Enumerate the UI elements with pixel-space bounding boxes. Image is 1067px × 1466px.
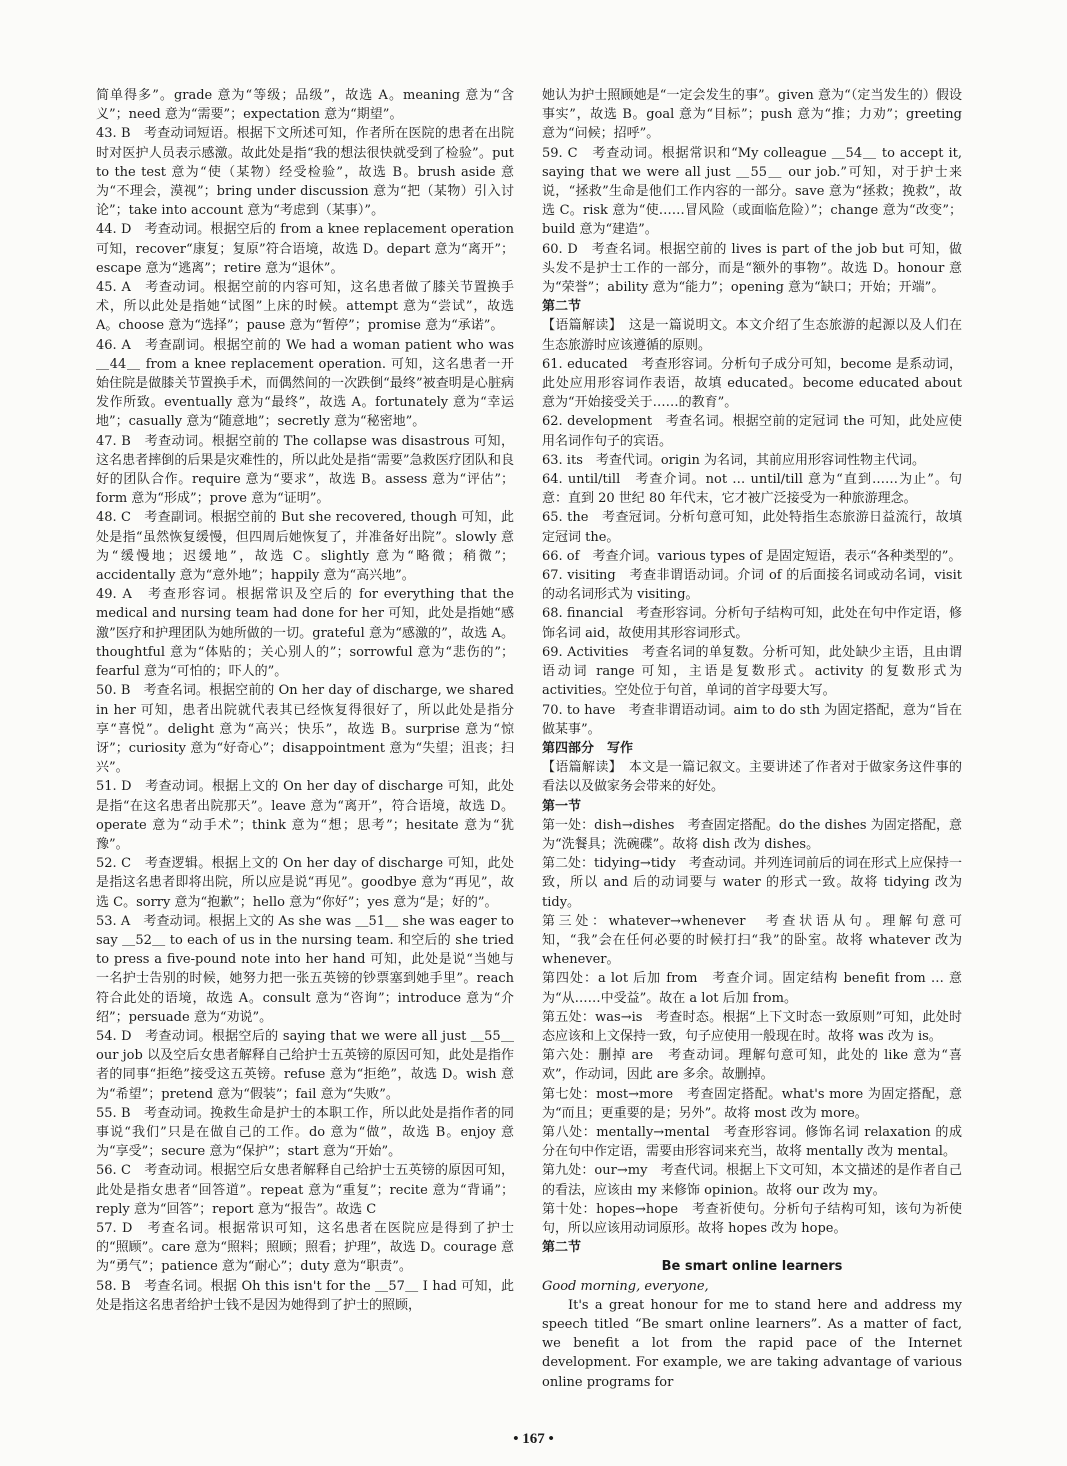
right-column-paragraph: 61. educated 考查形容词。分析句子成分可知，become 是系动词，此处应用形容词作表语，故填 educated。become educated about 意为“开始接受关于……的教育”。 bbox=[542, 356, 967, 411]
right-column-paragraph: 66. of 考查介词。various types of 是固定短语，表示“各种类型的”。 bbox=[542, 548, 962, 564]
right-column-paragraph: 第五处：was→is 考查时态。根据“上下文时态一致原则”可知，此处时态应该和上文保持一致，句子应使用一般现在时。故将 was 改为 is。 bbox=[542, 1009, 962, 1044]
right-column-paragraph: 62. development 考查名词。根据空前的定冠词 the 可知，此处应使用名词作句子的宾语。 bbox=[542, 414, 962, 449]
right-column-paragraph: 69. Activities 考查名词的单复数。分析可知，此处缺少主语，且由谓语动词 range 可知，主语是复数形式。activity 的复数形式为 activities。空处位于句首，单词的首字母要大写。 bbox=[542, 644, 967, 699]
left-column-paragraph: 44. D 考查动词。根据空后的 from a knee replacement operation 可知，recover“康复；复原”符合语境，故选 D。depart 意为“离开”；escape 意为“逃离”；retire 意为“退休”。 bbox=[96, 222, 519, 276]
right-column-paragraph: 59. C 考查动词。根据常识和“My colleague ＿54＿ to accept it, saying that we were all just ＿55＿ our job.”可知，对于护士来说，“拯救”生命是他们工作内容的一部分。save 意为“拯救；挽救”，故选 C。risk 意为“使……冒风险（或面临危险）”；change 意为“改变”；build 意为“建造”。 bbox=[542, 145, 967, 238]
left-column-paragraph: 52. C 考查逻辑。根据上文的 On her day of discharge 可知，此处是指这名患者即将出院，所以应是说“再见”。goodbye 意为“再见”，故选 C。sorry 意为“抱歉”；hello 意为“你好”；yes 意为“是；好的”。 bbox=[96, 856, 514, 910]
right-column-paragraph: 70. to have 考查非谓语动词。aim to do sth 为固定搭配，意为“旨在做某事”。 bbox=[542, 702, 962, 737]
left-column-paragraph: 48. C 考查副词。根据空前的 But she recovered, though 可知，此处是指“虽然恢复缓慢，但四周后她恢复了，并准备好出院”。slowly 意为“缓慢地；迟缓地”，故选 C。slightly 意为“略微；稍微”；accidentally 意为“意外地”；happily 意为“高兴地”。 bbox=[96, 510, 514, 584]
right-column-paragraph: 第九处：our→my 考查代词。根据上下文可知，本文描述的是作者自己的看法，应该由 my 来修饰 opinion。故将 our 改为 my。 bbox=[542, 1163, 962, 1198]
right-column-paragraph: Be smart online learners bbox=[661, 1259, 843, 1275]
right-column-paragraph: 第七处：most→more 考查固定搭配。what's more 为固定搭配，意为“而且；更重要的是；另外”。故将 most 改为 more。 bbox=[542, 1086, 962, 1121]
right-column-paragraph: 第二节 bbox=[542, 299, 582, 315]
left-column-paragraph: 46. A 考查副词。根据空前的 We had a woman patient who was ＿44＿ from a knee replacement operation. 可知，这名患者一开始住院是做膝关节置换手术，而偶然间的一次跌倒“最终”被查明是心脏病发作所致。eventually 意为“最终”，故选 A。fortunately 意为“幸运地”；casually 意为“随意地”；secretly 意为“秘密地”。 bbox=[96, 337, 519, 430]
right-column-paragraph: 第一处：dish→dishes 考查固定搭配。do the dishes 为固定搭配，意为“洗餐具；洗碗碟”。故将 dish 改为 dishes。 bbox=[542, 817, 962, 852]
right-column-paragraph: 68. financial 考查形容词。分析句子结构可知，此处在句中作定语，修饰名词 aid，故使用其形容词形式。 bbox=[542, 606, 962, 641]
left-column-paragraph: 57. D 考查名词。根据常识可知，这名患者在医院应是得到了护士的“照顾”。care 意为“照料；照顾；照看；护理”，故选 D。courage 意为“勇气”；patience 意为“耐心”；duty 意为“职责”。 bbox=[96, 1220, 514, 1275]
left-column-paragraph: 58. B 考查名词。根据 Oh this isn't for the ＿57＿ I had 可知，此处是指这名患者给护士钱不是因为她得到了护士的照顾， bbox=[96, 1278, 514, 1313]
left-column-paragraph: 简单得多”。grade 意为“等级；品级”，故选 A。meaning 意为“含义”；need 意为“需要”；expectation 意为“期望”。 bbox=[96, 88, 514, 123]
right-column-paragraph: 67. visiting 考查非谓语动词。介词 of 的后面接名词或动名词，visit 的动名词形式为 visiting。 bbox=[542, 568, 967, 603]
right-column-paragraph: 第三处：whatever→whenever 考查状语从句。理解句意可知，“我”会在任何必要的时候打扫“我”的卧室。故将 whatever 改为 whenever。 bbox=[542, 913, 967, 968]
right-column bbox=[542, 86, 967, 1392]
left-column-paragraph: 56. C 考查动词。根据空后女患者解释自己给护士五英镑的原因可知，此处是指女患者“回答道”。repeat 意为“重复”；recite 意为“背诵”；reply 意为“回答”；report 意为“报告”。故选 C bbox=[96, 1163, 514, 1217]
left-column-paragraph: 54. D 考查动词。根据空后的 saying that we were all just ＿55＿ our job 以及空后女患者解释自己给护士五英镑的原因可知，此处是指作者的同事“拒绝”接受这五英镑。refuse 意为“拒绝”，故选 D。wish 意为“希望”；pretend 意为“假装”；fail 意为“失败”。 bbox=[96, 1028, 519, 1102]
page-number: • 167 • bbox=[513, 1431, 554, 1447]
right-column-paragraph: Good morning, everyone, bbox=[542, 1278, 709, 1294]
right-column-paragraph: 她认为护士照顾她是“一定会发生的事”。given 意为“（定当发生的）假设事实”，故选 B。goal 意为“目标”；push 意为“推；力劝”；greeting 意为“问候；招呼”。 bbox=[542, 88, 967, 142]
right-column-paragraph: 第十处：hopes→hope 考查祈使句。分析句子结构可知，该句为祈使句，所以应该用动词原形。故将 hopes 改为 hope。 bbox=[542, 1201, 962, 1236]
right-column-paragraph: 第八处：mentally→mental 考查形容词。修饰名词 relaxation 的成分在句中作定语，需要由形容词来充当，故将 mentally 改为 mental。 bbox=[542, 1124, 962, 1160]
right-column-paragraph: 【语篇解读】 这是一篇说明文。本文介绍了生态旅游的起源以及人们在生态旅游时应该遵循的原则。 bbox=[542, 318, 962, 353]
right-column-paragraph: 第二节 bbox=[542, 1240, 582, 1256]
right-column-paragraph: 60. D 考查名词。根据空前的 lives is part of the job but 可知，做头发不是护士工作的一部分，而是“额外的事物”。故选 D。honour 意为“荣誉”；ability 意为“能力”；opening 意为“缺口；开始；开端”。 bbox=[542, 241, 962, 296]
left-column bbox=[96, 86, 519, 1315]
left-column-paragraph: 45. A 考查动词。根据空前的内容可知，这名患者做了膝关节置换手术，所以此处是指她“试图”上床的时候。attempt 意为“尝试”，故选 A。choose 意为“选择”；pause 意为“暂停”；promise 意为“承诺”。 bbox=[96, 280, 519, 334]
left-column-paragraph: 53. A 考查动词。根据上文的 As she was ＿51＿ she was eager to say ＿52＿ to each of us in the nursing team. 和空后的 she tried to press a five-pound note into her hand 可知，此处是说“当她与一名护士告别的时候，她努力把一张五英镑的钞票塞到她手里”。reach 符合此处的语境，故选 A。consult 意为“咨询”；introduce 意为“介绍”；persuade 意为“劝说”。 bbox=[96, 913, 519, 1025]
left-column-paragraph: 47. B 考查动词。根据空前的 The collapse was disastrous 可知，这名患者摔倒的后果是灾难性的，所以此处是指“需要”急救医疗团队和良好的团队合作。require 意为“要求”，故选 B。assess 意为“评估”；form 意为“形成”；prove 意为“证明”。 bbox=[96, 433, 514, 507]
left-column-paragraph: 50. B 考查名词。根据空前的 On her day of discharge, we shared in her 可知，患者出院就代表其已经恢复得很好了，所以此处是指分享“喜悦”。delight 意为“高兴；快乐”，故选 B。surprise 意为“惊讶”；curiosity 意为“好奇心”；disappointment 意为“失望；沮丧；扫兴”。 bbox=[96, 683, 519, 776]
left-column-paragraph: 49. A 考查形容词。根据常识及空后的 for everything that the medical and nursing team had done for her 可知，此处是指她“感激”医疗和护理团队为她所做的一切。grateful 意为“感激的”，故选 A。thoughtful 意为“体贴的；关心别人的”；sorrowful 意为“悲伤的”；fearful 意为“可怕的；吓人的”。 bbox=[96, 587, 519, 680]
left-column-paragraph: 43. B 考查动词短语。根据下文所述可知，作者所在医院的患者在出院时对医护人员表示感激。故此处是指“我的想法很快就受到了检验”。put to the test 意为“使（某物）经受检验”，故选 B。brush aside 意为“不理会，漠视”；bring under discussion 意为“把（某物）引入讨论”；take into account 意为“考虑到（某事）”。 bbox=[96, 126, 519, 219]
left-column-paragraph: 55. B 考查动词。挽救生命是护士的本职工作，所以此处是指作者的同事说“我们”只是在做自己的工作。do 意为“做”，故选 B。enjoy 意为“享受”；secure 意为“保护”；start 意为“开始”。 bbox=[96, 1105, 514, 1160]
right-column-paragraph: 【语篇解读】 本文是一篇记叙文。主要讲述了作者对于做家务这件事的看法以及做家务会带来的好处。 bbox=[542, 760, 962, 795]
right-column-paragraph: 第四部分 写作 bbox=[542, 740, 634, 756]
right-column-paragraph: 第一节 bbox=[542, 798, 582, 814]
right-column-paragraph: 第二处：tidying→tidy 考查动词。并列连词前后的词在形式上应保持一致，所以 and 后的动词要与 water 的形式一致。故将 tidying 改为 tidy。 bbox=[542, 856, 967, 910]
right-column-paragraph: 第六处：删掉 are 考查动词。理解句意可知，此处的 like 意为“喜欢”，作动词，因此 are 多余。故删掉。 bbox=[542, 1048, 962, 1083]
right-column-paragraph: 64. until/till 考查介词。not … until/till 意为“直到……为止”。句意：直到 20 世纪 80 年代末，它才被广泛接受为一种旅游理念。 bbox=[542, 472, 962, 507]
right-column-paragraph: 第四处：a lot 后加 from 考查介词。固定结构 benefit from … 意为“从……中受益”。故在 a lot 后加 from。 bbox=[542, 971, 962, 1006]
right-column-paragraph: It's a great honour for me to stand here and address my speech titled “Be smart online learners”. As a matter of fact, we benefit a lot from the rapid pace of the Internet development. For example, we are taking advantage of various online programs for bbox=[542, 1297, 967, 1390]
right-column-paragraph: 63. its 考查代词。origin 为名词，其前应用形容词性物主代词。 bbox=[542, 452, 926, 468]
left-column-paragraph: 51. D 考查动词。根据上文的 On her day of discharge 可知，此处是指“在这名患者出院那天”。leave 意为“离开”，符合语境，故选 D。operate 意为“动手术”；think 意为“想；思考”；hesitate 意为“犹豫”。 bbox=[96, 779, 514, 852]
right-column-paragraph: 65. the 考查冠词。分析句意可知，此处特指生态旅游日益流行，故填定冠词 the。 bbox=[542, 510, 962, 545]
